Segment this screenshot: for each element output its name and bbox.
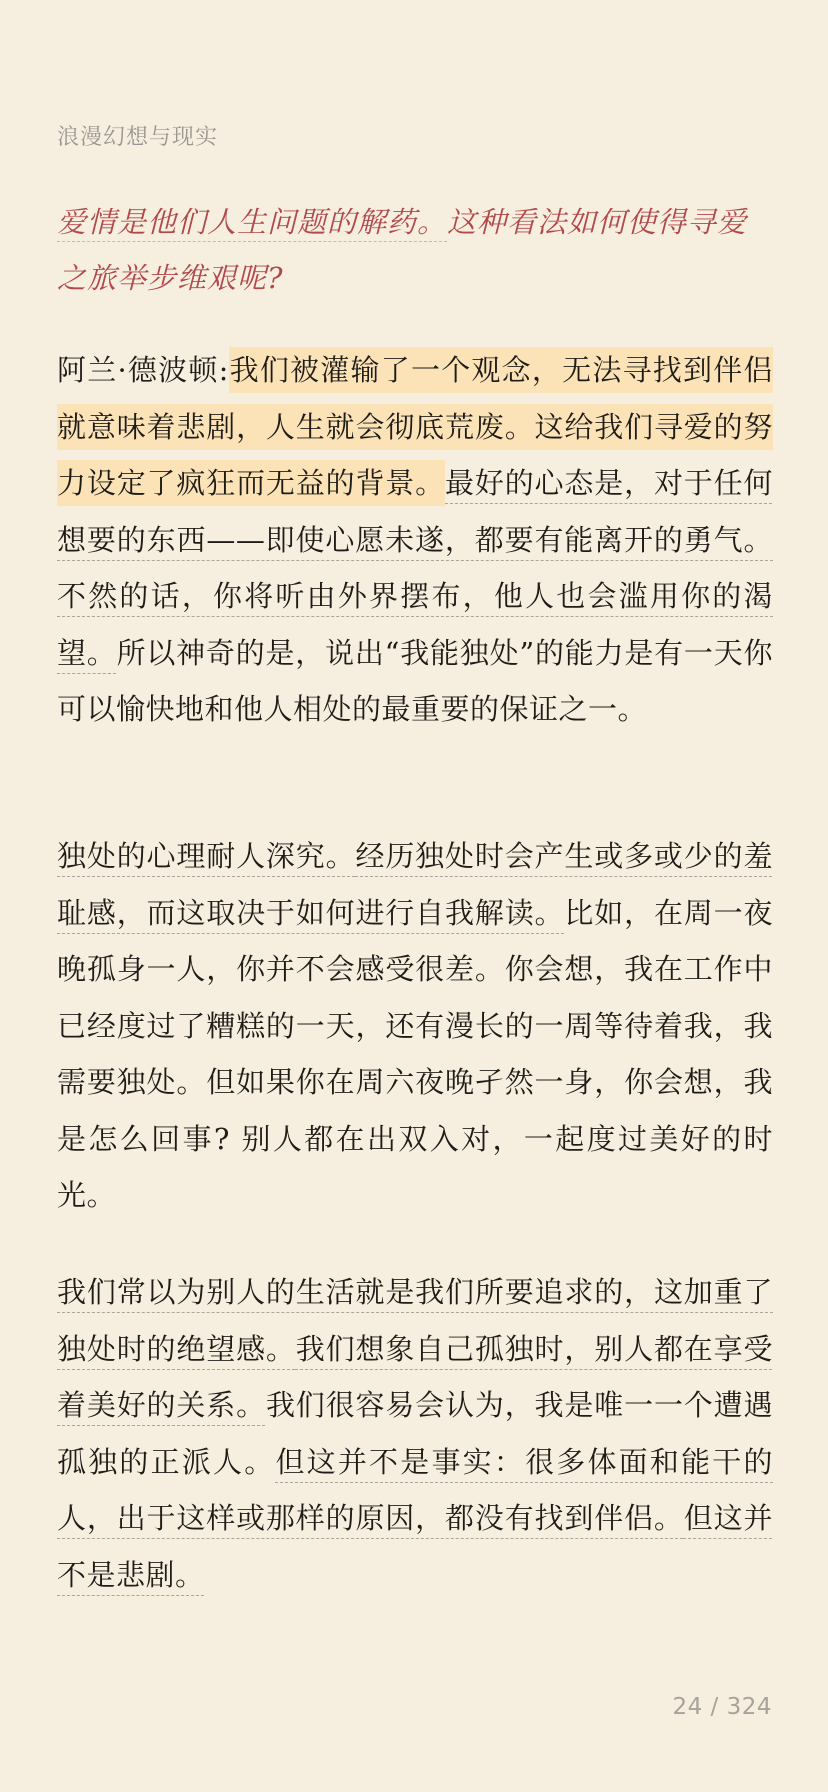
question-underlined-part[interactable]: 爱情是他们人生问题的解药。 [57,205,448,239]
paragraph-3 [57,1264,773,1603]
underlined-passage[interactable]: 最好的心态是，对于任何想要的东西——即使心愿未遂，都要有能离开的勇气。 [57,466,773,557]
underlined-passage[interactable]: 我们想象自己孤独时，别人都在享受着美好的关系。 [57,1331,773,1422]
underlined-passage[interactable]: 独处的心理耐人深究。 [57,839,356,873]
page-indicator: 24 / 324 [672,1694,772,1720]
paragraph-1 [57,342,773,738]
speaker-label: 阿兰·德波顿: [57,353,229,387]
highlighted-passage[interactable]: 我们被灌输了一个观念，无法寻找到伴侣就意味着悲剧，人生就会彻底荒废。这给我们寻爱的努力设定了疯狂而无益的背景。 [57,347,773,506]
body-text: 所以神奇的是，说出“我能独处”的能力是有一天你可以愉快地和他人相处的最重要的保证之一。 [57,635,773,726]
underlined-passage[interactable]: 我们常以为别人的生活就是我们所要追求的，这加重了独处时的绝望感。 [57,1275,773,1366]
body-text: 比如，在周一夜晚孤身一人，你并不会感受很差。你会想，我在工作中已经度过了糟糕的一天，还有漫长的一周等待着我，我需要独处。但如果你在周六夜晚孑然一身，你会想，我是怎么回事? 别人都在出双入对，一起度过美好的时光。 [57,895,773,1212]
underlined-passage[interactable]: 但这并不是悲剧。 [57,1501,773,1592]
question-rest: 这种看法如何使得寻爱之旅举步维艰呢? [57,205,748,295]
body-text: 我们很容易会认为，我是唯一一个遭遇孤独的正派人。 [57,1388,773,1479]
underlined-passage[interactable]: 不然的话，你将听由外界摆布，他人也会滥用你的渴望。 [57,579,773,670]
chapter-title: 浪漫幻想与现实 [57,125,219,150]
question-heading [57,194,773,306]
paragraph-2 [57,828,773,1224]
underlined-passage[interactable]: 经历独处时会产生或多或少的羞耻感，而这取决于如何进行自我解读。 [57,839,773,930]
underlined-passage[interactable]: 但这并不是事实：很多体面和能干的人，出于这样或那样的原因，都没有找到伴侣。 [57,1444,773,1535]
